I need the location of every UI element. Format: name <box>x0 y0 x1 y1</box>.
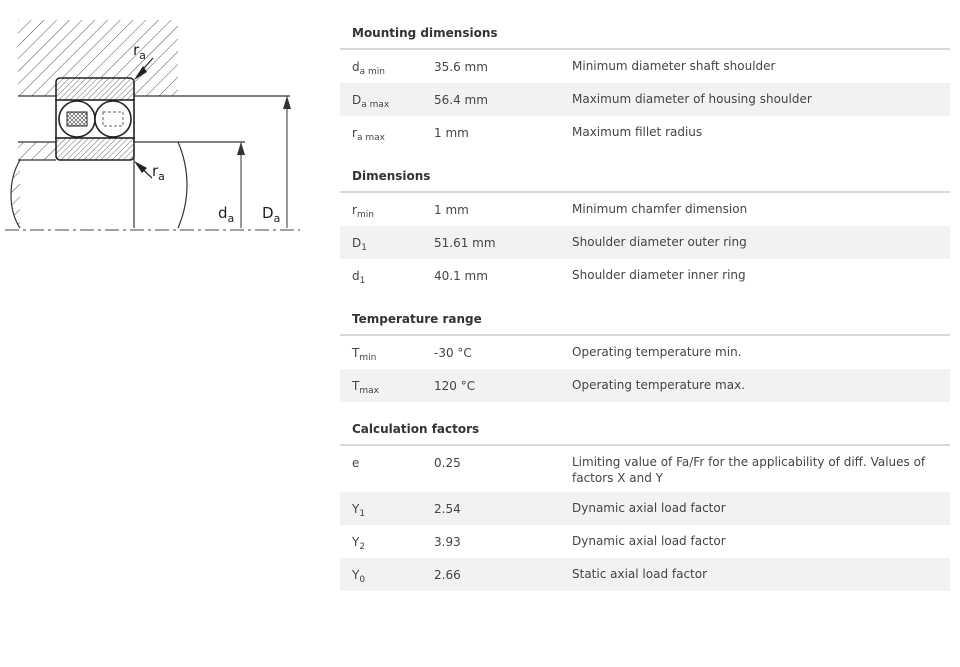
table-row <box>340 525 950 558</box>
section-title: Dimensions <box>340 161 950 193</box>
value: 51.61 mm <box>434 236 496 250</box>
Da-label: $D_a$ <box>262 204 281 225</box>
section-dimensions <box>340 161 950 292</box>
description: Operating temperature min. <box>572 345 742 359</box>
symbol: $r_{a max}$ <box>352 126 385 143</box>
section-title: Calculation factors <box>340 414 950 446</box>
description: Operating temperature max. <box>572 378 746 392</box>
da-label: $d_a$ <box>218 204 235 225</box>
description: Dynamic axial load factor <box>572 534 726 548</box>
value: 1 mm <box>434 126 469 140</box>
table-row <box>340 116 950 149</box>
table-row <box>340 259 950 292</box>
symbol: $T_{max}$ <box>352 379 379 396</box>
table-row <box>340 83 950 116</box>
table-row <box>340 492 950 525</box>
value: 1 mm <box>434 203 469 217</box>
description: Minimum chamfer dimension <box>572 202 748 216</box>
description: Dynamic axial load factor <box>572 501 726 515</box>
symbol: $Y_0$ <box>352 568 366 585</box>
value: 56.4 mm <box>434 93 488 107</box>
table-row <box>340 193 950 226</box>
symbol: $Y_2$ <box>352 535 366 552</box>
symbol: $D_{a max}$ <box>352 93 390 110</box>
description: Maximum diameter of housing shoulder <box>572 92 812 106</box>
symbol: $d_{a min}$ <box>352 60 385 77</box>
description: Static axial load factor <box>572 567 708 581</box>
table-row <box>340 558 950 591</box>
table-row <box>340 446 950 492</box>
ra-bottom-label: $r_a$ <box>152 162 165 183</box>
value: 35.6 mm <box>434 60 488 74</box>
section-title: Mounting dimensions <box>340 18 950 50</box>
ra-top-label: $r_a$ <box>133 41 146 62</box>
table-row <box>340 336 950 369</box>
table-row <box>340 226 950 259</box>
value: 3.93 <box>434 535 461 549</box>
description: Minimum diameter shaft shoulder <box>572 59 776 73</box>
symbol: $d_1$ <box>352 269 366 286</box>
symbol: e <box>352 456 360 470</box>
table-row <box>340 50 950 83</box>
specifications <box>340 18 950 591</box>
section-calculation-factors <box>340 414 950 591</box>
symbol: $T_{min}$ <box>352 346 377 363</box>
value: 40.1 mm <box>434 269 488 283</box>
section-temperature-range <box>340 304 950 402</box>
symbol: $Y_1$ <box>352 502 366 519</box>
value: 2.66 <box>434 568 461 582</box>
section-title: Temperature range <box>340 304 950 336</box>
section-mounting-dimensions <box>340 18 950 149</box>
description: Limiting value of Fa/Fr for the applicability of diff. Values of factors X and Y <box>572 455 926 485</box>
table-row <box>340 369 950 402</box>
bearing-mounting-drawing <box>0 0 310 245</box>
symbol: $D_1$ <box>352 236 367 253</box>
value: 120 °C <box>434 379 476 393</box>
symbol: $r_{min}$ <box>352 203 374 220</box>
value: 2.54 <box>434 502 461 516</box>
description: Shoulder diameter outer ring <box>572 235 747 249</box>
description: Shoulder diameter inner ring <box>572 268 746 282</box>
value: 0.25 <box>434 456 461 470</box>
value: -30 °C <box>434 346 472 360</box>
description: Maximum fillet radius <box>572 125 703 139</box>
